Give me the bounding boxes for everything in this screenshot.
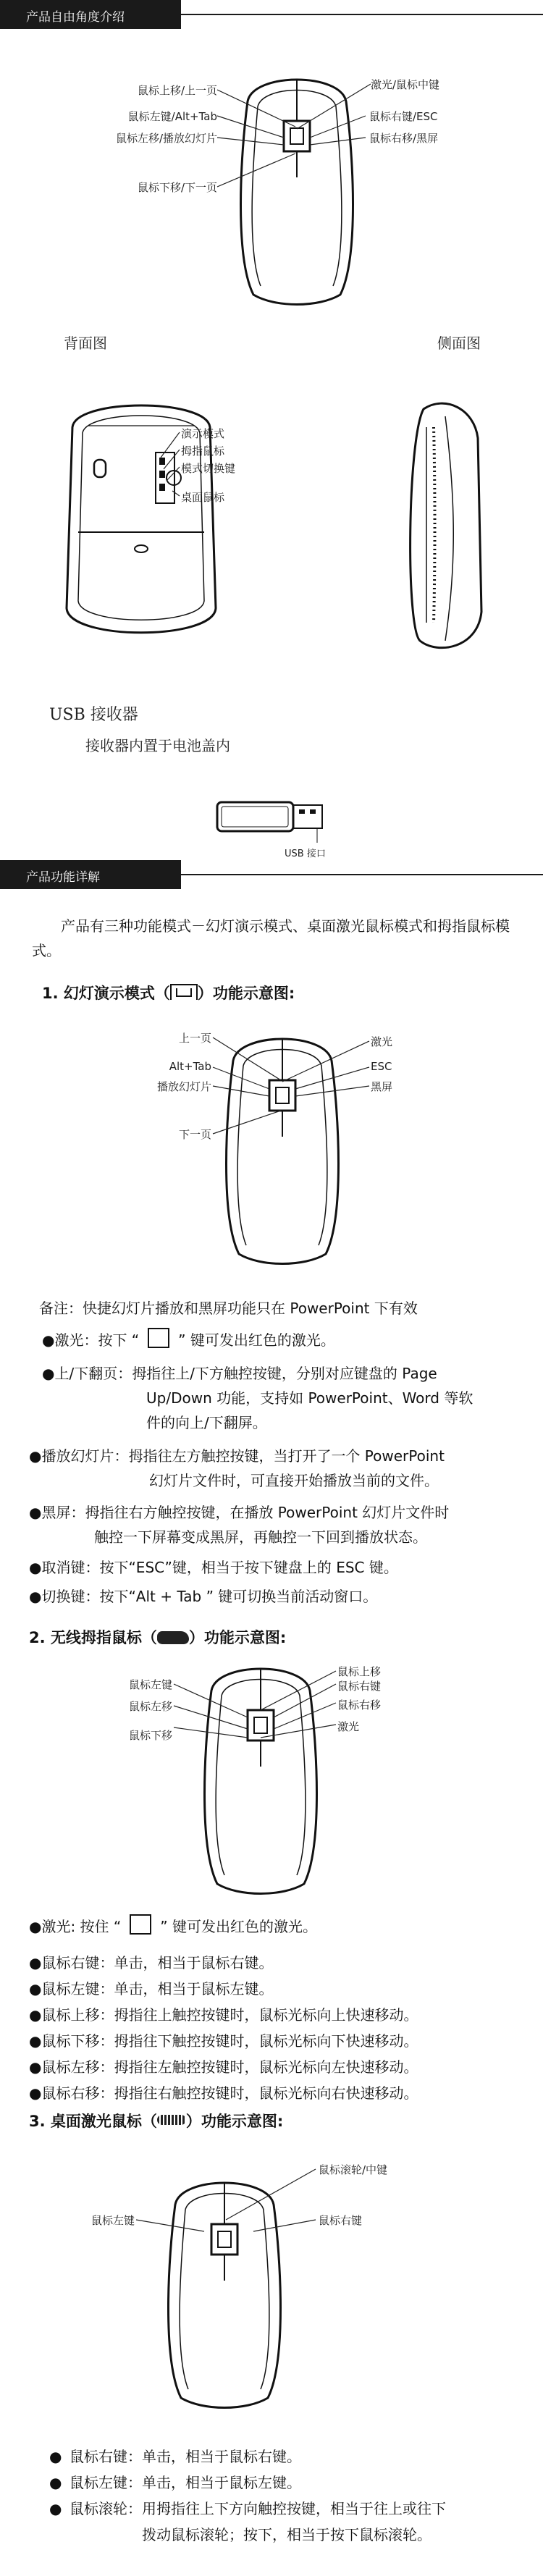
mode1-item-switch: ●切换键：按下“Alt + Tab ” 键可切换当前活动窗口。 bbox=[29, 1588, 378, 1605]
intro-paragraph: 产品有三种功能模式－幻灯演示模式、桌面激光鼠标模式和拇指鼠标模式。 bbox=[32, 917, 510, 959]
mode1-callout-lines bbox=[0, 1014, 543, 1158]
callout-laser-middle: 激光/鼠标中键 bbox=[371, 78, 440, 91]
mode2-callout-up-move: 鼠标上移 bbox=[337, 1665, 382, 1678]
mode2-callout-lines bbox=[0, 1658, 543, 1774]
mode2-callout-right-click: 鼠标右键 bbox=[337, 1680, 382, 1693]
callout-desktop-mouse: 桌面鼠标 bbox=[181, 491, 225, 504]
mode1-item-page-1: ●上/下翻页：拇指往上/下方触控按键，分别对应键盘的 Page bbox=[42, 1365, 437, 1382]
mode1-callout-esc: ESC bbox=[371, 1060, 392, 1073]
mode2-callout-laser: 激光 bbox=[337, 1720, 360, 1733]
mode3-item-wheel-2: 拨动鼠标滚轮；按下，相当于按下鼠标滚轮。 bbox=[142, 2526, 432, 2543]
callout-presentation-mode: 演示模式 bbox=[181, 427, 225, 440]
section-header-functions bbox=[0, 860, 543, 889]
laser-button-icon bbox=[130, 1914, 151, 1935]
mode2-callout-right-move: 鼠标右移 bbox=[337, 1699, 382, 1712]
mode3-callout-right-click: 鼠标右键 bbox=[319, 2214, 363, 2227]
mode1-callout-prev: 上一页 bbox=[178, 1032, 211, 1045]
mode2-item-down: ●鼠标下移：拇指往下触控按键时，鼠标光标向下快速移动。 bbox=[29, 2032, 418, 2050]
presentation-mode-icon bbox=[170, 984, 198, 1000]
callout-left-alttab: 鼠标左键/Alt+Tab bbox=[127, 110, 217, 123]
mode3-item-wheel-1: ● 鼠标滚轮：用拇指往上下方向触控按键，相当于往上或往下 bbox=[49, 2500, 446, 2517]
mode2-callout-left-move: 鼠标左移 bbox=[128, 1700, 172, 1713]
mode1-callout-black: 黑屏 bbox=[371, 1080, 393, 1093]
callout-thumb-mouse: 拇指鼠标 bbox=[181, 445, 225, 458]
mode2-item-rmove: ●鼠标右移：拇指往右触控按键时，鼠标光标向右快速移动。 bbox=[29, 2084, 418, 2102]
mode1-item-black-2: 触控一下屏幕变成黑屏，再触控一下回到播放状态。 bbox=[94, 1528, 427, 1546]
callout-up-prev: 鼠标上移/上一页 bbox=[137, 84, 217, 97]
callout-left-play: 鼠标左移/播放幻灯片 bbox=[115, 132, 217, 145]
mode2-item-right: ●鼠标右键：单击，相当于鼠标右键。 bbox=[29, 1954, 274, 1971]
mode3-callout-wheel: 鼠标滚轮/中键 bbox=[319, 2163, 388, 2176]
mode1-item-page-2: Up/Down 功能，支持如 PowerPoint、Word 等软 bbox=[146, 1389, 473, 1407]
callout-right-esc: 鼠标右键/ESC bbox=[369, 110, 438, 123]
laser-button-icon bbox=[148, 1328, 169, 1348]
mode3-item-right: ● 鼠标右键：单击，相当于鼠标右键。 bbox=[49, 2448, 301, 2465]
usb-port-label: USB 接口 bbox=[285, 849, 326, 859]
mode3-item-left: ● 鼠标左键：单击，相当于鼠标左键。 bbox=[49, 2474, 301, 2491]
mode3-title: 3. 桌面激光鼠标（ ）功能示意图: bbox=[29, 2113, 284, 2130]
top-callout-lines bbox=[0, 0, 543, 304]
mode2-callout-left-click: 鼠标左键 bbox=[128, 1678, 172, 1691]
callout-right-black: 鼠标右移/黑屏 bbox=[369, 132, 439, 145]
mode1-item-esc: ●取消键：按下“ESC”键，相当于按下键盘上的 ESC 键。 bbox=[29, 1559, 398, 1576]
mode2-callout-down-move: 鼠标下移 bbox=[128, 1729, 172, 1742]
mode1-item-play-1: ●播放幻灯片：拇指往左方触控按键，当打开了一个 PowerPoint bbox=[29, 1447, 445, 1465]
mode1-callout-play: 播放幻灯片 bbox=[156, 1080, 211, 1093]
desktop-mouse-icon bbox=[157, 2115, 186, 2125]
mode1-callout-laser: 激光 bbox=[371, 1035, 393, 1048]
mouse-side-view-diagram bbox=[402, 395, 489, 662]
mode1-title: 1. 幻灯演示模式（ ）功能示意图: bbox=[42, 985, 295, 1002]
mode2-item-up: ●鼠标上移：拇指往上触控按键时，鼠标光标向上快速移动。 bbox=[29, 2006, 418, 2024]
usb-title: USB 接收器 bbox=[49, 706, 138, 724]
callout-mode-switch: 模式切换键 bbox=[181, 462, 236, 475]
mode2-title: 2. 无线拇指鼠标（ ）功能示意图: bbox=[29, 1629, 287, 1646]
mode1-callout-next: 下一页 bbox=[178, 1128, 211, 1141]
mode1-item-laser: ●激光：按下 “ ” 键可发出红色的激光。 bbox=[42, 1328, 335, 1352]
usb-desc: 接收器内置于电池盖内 bbox=[85, 737, 230, 754]
view-back-label: 背面图 bbox=[64, 334, 107, 352]
mode2-item-laser: ●激光: 按住 “ ” 键可发出红色的激光。 bbox=[29, 1914, 317, 1939]
mode1-item-black-1: ●黑屏：拇指往右方触控按键，在播放 PowerPoint 幻灯片文件时 bbox=[29, 1504, 450, 1521]
section-header-label: 产品功能详解 bbox=[26, 870, 100, 885]
mode3-callout-lines bbox=[0, 2158, 543, 2244]
mode1-item-page-3: 件的向上/下翻屏。 bbox=[146, 1414, 267, 1431]
mode1-note: 备注：快捷幻灯片播放和黑屏功能只在 PowerPoint 下有效 bbox=[39, 1300, 418, 1317]
section-header-label: 产品自由角度介绍 bbox=[26, 10, 125, 25]
mode3-callout-left-click: 鼠标左键 bbox=[90, 2214, 135, 2227]
mode2-item-left: ●鼠标左键：单击，相当于鼠标左键。 bbox=[29, 1980, 274, 1998]
thumb-mouse-icon bbox=[157, 1631, 189, 1644]
mode1-item-play-2: 幻灯片文件时，可直接开始播放当前的文件。 bbox=[149, 1472, 439, 1489]
mode1-callout-alttab: Alt+Tab bbox=[169, 1060, 211, 1073]
view-side-label: 侧面图 bbox=[437, 334, 481, 352]
usb-receiver-diagram bbox=[216, 795, 332, 838]
callout-down-next: 鼠标下移/下一页 bbox=[137, 181, 217, 194]
mode2-item-lmove: ●鼠标左移：拇指往左触控按键时，鼠标光标向左快速移动。 bbox=[29, 2058, 418, 2076]
